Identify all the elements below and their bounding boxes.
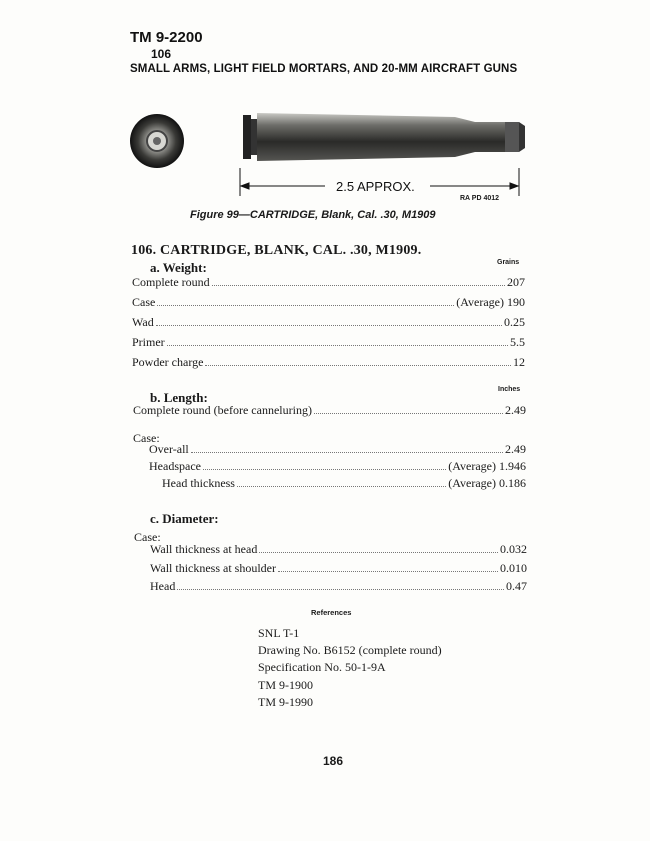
inches-unit: Inches bbox=[498, 386, 521, 393]
table-row: Wad 0.25 bbox=[132, 315, 525, 329]
leader-dots bbox=[203, 469, 446, 470]
table-row: Wall thickness at shoulder 0.010 bbox=[150, 561, 527, 575]
references-heading: References bbox=[311, 608, 352, 617]
table-row: Case (Average) 190 bbox=[132, 295, 525, 309]
leader-dots bbox=[278, 571, 498, 572]
ra-code: RA PD 4012 bbox=[460, 195, 500, 202]
reference-item: TM 9-1900 bbox=[258, 678, 313, 692]
reference-item: SNL T-1 bbox=[258, 626, 300, 640]
reference-item: TM 9-1990 bbox=[258, 695, 313, 709]
leader-dots bbox=[191, 452, 503, 453]
table-row: Complete round (before canneluring) 2.49 bbox=[133, 403, 526, 417]
dimension-label: 2.5 APPROX. bbox=[336, 179, 415, 194]
reference-item: Drawing No. B6152 (complete round) bbox=[258, 643, 442, 657]
cartridge-side-view bbox=[243, 113, 525, 161]
length-heading: b. Length: bbox=[150, 390, 208, 405]
table-row: Over-all 2.49 bbox=[149, 442, 526, 456]
leader-dots bbox=[167, 345, 508, 346]
table-row: Primer 5.5 bbox=[132, 335, 525, 349]
case-label: Case: bbox=[133, 431, 160, 445]
reference-item: Specification No. 50-1-9A bbox=[258, 660, 386, 674]
leader-dots bbox=[212, 285, 505, 286]
page-number: 186 bbox=[323, 754, 344, 768]
section-title: 106. CARTRIDGE, BLANK, CAL. .30, M1909. bbox=[131, 243, 422, 258]
table-row: Headspace (Average) 1.946 bbox=[149, 459, 526, 473]
paragraph-number: 106 bbox=[151, 47, 172, 61]
table-row: Head 0.47 bbox=[150, 579, 527, 593]
diameter-heading: c. Diameter: bbox=[150, 511, 219, 526]
weight-heading: a. Weight: bbox=[150, 260, 207, 275]
case-head-view bbox=[130, 114, 184, 168]
leader-dots bbox=[259, 552, 498, 553]
figure-caption: Figure 99—CARTRIDGE, Blank, Cal. .30, M1909 bbox=[190, 209, 436, 221]
table-row: Powder charge 12 bbox=[132, 355, 525, 369]
leader-dots bbox=[314, 413, 503, 414]
leader-dots bbox=[157, 305, 454, 306]
leader-dots bbox=[156, 325, 502, 326]
leader-dots bbox=[205, 365, 511, 366]
grains-unit: Grains bbox=[497, 259, 520, 266]
leader-dots bbox=[177, 589, 504, 590]
tm-number: TM 9-2200 bbox=[130, 29, 203, 46]
case-label: Case: bbox=[134, 530, 161, 544]
table-row: Head thickness (Average) 0.186 bbox=[162, 476, 526, 490]
table-row: Complete round 207 bbox=[132, 275, 525, 289]
table-row: Wall thickness at head 0.032 bbox=[150, 542, 527, 556]
running-title: SMALL ARMS, LIGHT FIELD MORTARS, AND 20-MM AIRCRAFT GUNS bbox=[130, 63, 518, 75]
leader-dots bbox=[237, 486, 446, 487]
